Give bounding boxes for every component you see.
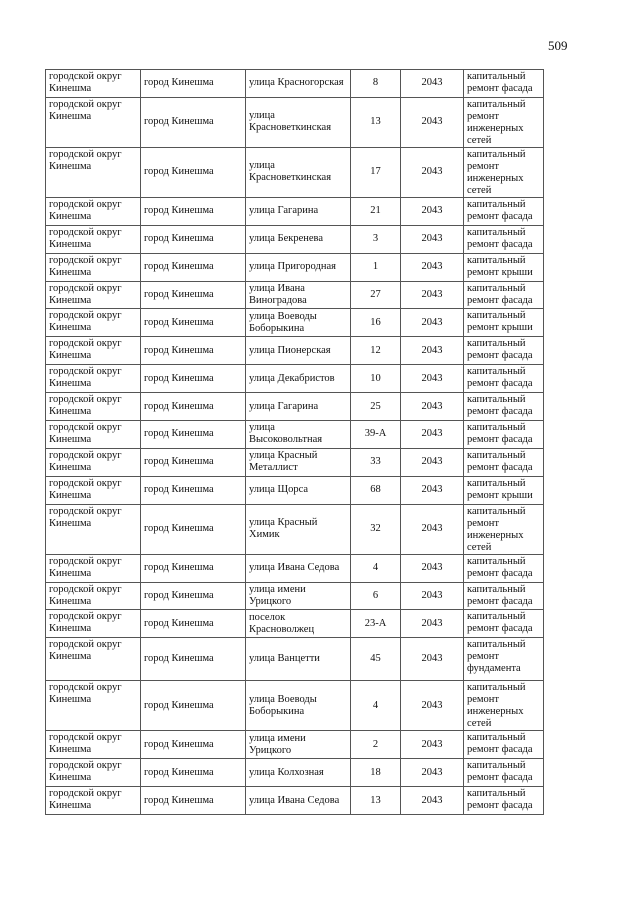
municipality-cell: городской округ Кинешма [46, 582, 141, 610]
street-cell: улица Гагарина [246, 197, 351, 225]
work-type-cell: капитальный ремонт фасада [464, 421, 544, 449]
municipality-cell: городской округ Кинешма [46, 337, 141, 365]
settlement-cell: город Кинешма [141, 638, 246, 681]
year-cell: 2043 [401, 337, 464, 365]
table-row [46, 365, 544, 393]
house-number-cell: 18 [351, 759, 401, 787]
settlement-cell: город Кинешма [141, 787, 246, 815]
work-type-cell: капитальный ремонт фасада [464, 610, 544, 638]
house-number-cell: 6 [351, 582, 401, 610]
house-number-cell: 4 [351, 554, 401, 582]
work-type-cell: капитальный ремонт фасада [464, 582, 544, 610]
street-cell: улица Красный Химик [246, 504, 351, 554]
settlement-cell: город Кинешма [141, 421, 246, 449]
work-type-cell: капитальный ремонт фасада [464, 554, 544, 582]
work-type-cell: капитальный ремонт крыши [464, 253, 544, 281]
table-row [46, 147, 544, 197]
municipality-cell: городской округ Кинешма [46, 70, 141, 98]
settlement-cell: город Кинешма [141, 393, 246, 421]
house-number-cell: 4 [351, 681, 401, 731]
work-type-cell: капитальный ремонт крыши [464, 476, 544, 504]
table-row [46, 731, 544, 759]
house-number-cell: 32 [351, 504, 401, 554]
house-number-cell: 27 [351, 281, 401, 309]
year-cell: 2043 [401, 448, 464, 476]
year-cell: 2043 [401, 554, 464, 582]
work-type-cell: капитальный ремонт фасада [464, 70, 544, 98]
table-row [46, 504, 544, 554]
objects-table [45, 69, 544, 815]
street-cell: улица Щорса [246, 476, 351, 504]
work-type-cell: капитальный ремонт фасада [464, 225, 544, 253]
table-row [46, 97, 544, 147]
work-type-cell: капитальный ремонт фасада [464, 787, 544, 815]
settlement-cell: город Кинешма [141, 365, 246, 393]
work-type-cell: капитальный ремонт фасада [464, 365, 544, 393]
street-cell: улица Ивана Виноградова [246, 281, 351, 309]
year-cell: 2043 [401, 787, 464, 815]
street-cell: улица Ванцетти [246, 638, 351, 681]
work-type-cell: капитальный ремонт фасада [464, 448, 544, 476]
work-type-cell: капитальный ремонт фасада [464, 197, 544, 225]
house-number-cell: 2 [351, 731, 401, 759]
street-cell: улица имени Урицкого [246, 582, 351, 610]
street-cell: улица Ивана Седова [246, 787, 351, 815]
municipality-cell: городской округ Кинешма [46, 281, 141, 309]
municipality-cell: городской округ Кинешма [46, 787, 141, 815]
settlement-cell: город Кинешма [141, 610, 246, 638]
settlement-cell: город Кинешма [141, 70, 246, 98]
street-cell: улица Красноветкинская [246, 97, 351, 147]
municipality-cell: городской округ Кинешма [46, 476, 141, 504]
street-cell: улица Пригородная [246, 253, 351, 281]
municipality-cell: городской округ Кинешма [46, 225, 141, 253]
year-cell: 2043 [401, 421, 464, 449]
street-cell: улица Красноветкинская [246, 147, 351, 197]
settlement-cell: город Кинешма [141, 731, 246, 759]
settlement-cell: город Кинешма [141, 582, 246, 610]
street-cell: улица Ивана Седова [246, 554, 351, 582]
house-number-cell: 8 [351, 70, 401, 98]
year-cell: 2043 [401, 731, 464, 759]
work-type-cell: капитальный ремонт фасада [464, 281, 544, 309]
house-number-cell: 3 [351, 225, 401, 253]
street-cell: улица имени Урицкого [246, 731, 351, 759]
street-cell: улица Красногорская [246, 70, 351, 98]
settlement-cell: город Кинешма [141, 504, 246, 554]
house-number-cell: 68 [351, 476, 401, 504]
municipality-cell: городской округ Кинешма [46, 638, 141, 681]
year-cell: 2043 [401, 582, 464, 610]
work-type-cell: капитальный ремонт инженерных сетей [464, 681, 544, 731]
house-number-cell: 1 [351, 253, 401, 281]
street-cell: поселок Красноволжец [246, 610, 351, 638]
table-row [46, 281, 544, 309]
work-type-cell: капитальный ремонт фасада [464, 731, 544, 759]
street-cell: улица Декабристов [246, 365, 351, 393]
municipality-cell: городской округ Кинешма [46, 759, 141, 787]
year-cell: 2043 [401, 309, 464, 337]
house-number-cell: 45 [351, 638, 401, 681]
street-cell: улица Воеводы Боборыкина [246, 681, 351, 731]
table-row [46, 309, 544, 337]
table-row [46, 337, 544, 365]
house-number-cell: 13 [351, 97, 401, 147]
table-row [46, 638, 544, 681]
year-cell: 2043 [401, 70, 464, 98]
work-type-cell: капитальный ремонт инженерных сетей [464, 97, 544, 147]
street-cell: улица Воеводы Боборыкина [246, 309, 351, 337]
settlement-cell: город Кинешма [141, 309, 246, 337]
table-row [46, 421, 544, 449]
house-number-cell: 33 [351, 448, 401, 476]
street-cell: улица Бекренева [246, 225, 351, 253]
table-row [46, 197, 544, 225]
page-number: 509 [548, 38, 568, 53]
year-cell: 2043 [401, 393, 464, 421]
table-row [46, 759, 544, 787]
street-cell: улица Высоковольтная [246, 421, 351, 449]
settlement-cell: город Кинешма [141, 97, 246, 147]
work-type-cell: капитальный ремонт фасада [464, 759, 544, 787]
municipality-cell: городской округ Кинешма [46, 393, 141, 421]
year-cell: 2043 [401, 476, 464, 504]
house-number-cell: 25 [351, 393, 401, 421]
municipality-cell: городской округ Кинешма [46, 421, 141, 449]
settlement-cell: город Кинешма [141, 225, 246, 253]
house-number-cell: 16 [351, 309, 401, 337]
year-cell: 2043 [401, 197, 464, 225]
settlement-cell: город Кинешма [141, 147, 246, 197]
year-cell: 2043 [401, 97, 464, 147]
settlement-cell: город Кинешма [141, 759, 246, 787]
year-cell: 2043 [401, 759, 464, 787]
street-cell: улица Гагарина [246, 393, 351, 421]
municipality-cell: городской округ Кинешма [46, 97, 141, 147]
house-number-cell: 17 [351, 147, 401, 197]
year-cell: 2043 [401, 504, 464, 554]
table-row [46, 448, 544, 476]
municipality-cell: городской округ Кинешма [46, 731, 141, 759]
settlement-cell: город Кинешма [141, 281, 246, 309]
settlement-cell: город Кинешма [141, 681, 246, 731]
table-row [46, 253, 544, 281]
street-cell: улица Пионерская [246, 337, 351, 365]
settlement-cell: город Кинешма [141, 337, 246, 365]
municipality-cell: городской округ Кинешма [46, 610, 141, 638]
house-number-cell: 21 [351, 197, 401, 225]
municipality-cell: городской округ Кинешма [46, 197, 141, 225]
work-type-cell: капитальный ремонт инженерных сетей [464, 147, 544, 197]
table-row [46, 393, 544, 421]
house-number-cell: 39-А [351, 421, 401, 449]
table-row [46, 476, 544, 504]
work-type-cell: капитальный ремонт инженерных сетей [464, 504, 544, 554]
municipality-cell: городской округ Кинешма [46, 253, 141, 281]
house-number-cell: 23-А [351, 610, 401, 638]
year-cell: 2043 [401, 610, 464, 638]
street-cell: улица Колхозная [246, 759, 351, 787]
settlement-cell: город Кинешма [141, 554, 246, 582]
year-cell: 2043 [401, 281, 464, 309]
table-row [46, 681, 544, 731]
year-cell: 2043 [401, 147, 464, 197]
year-cell: 2043 [401, 681, 464, 731]
municipality-cell: городской округ Кинешма [46, 448, 141, 476]
year-cell: 2043 [401, 365, 464, 393]
municipality-cell: городской округ Кинешма [46, 554, 141, 582]
table-row [46, 70, 544, 98]
work-type-cell: капитальный ремонт крыши [464, 309, 544, 337]
work-type-cell: капитальный ремонт фасада [464, 393, 544, 421]
municipality-cell: городской округ Кинешма [46, 309, 141, 337]
table-row [46, 610, 544, 638]
work-type-cell: капитальный ремонт фасада [464, 337, 544, 365]
settlement-cell: город Кинешма [141, 197, 246, 225]
table-row [46, 582, 544, 610]
house-number-cell: 13 [351, 787, 401, 815]
municipality-cell: городской округ Кинешма [46, 504, 141, 554]
table-row [46, 787, 544, 815]
settlement-cell: город Кинешма [141, 253, 246, 281]
settlement-cell: город Кинешма [141, 476, 246, 504]
work-type-cell: капитальный ремонт фундамента [464, 638, 544, 681]
settlement-cell: город Кинешма [141, 448, 246, 476]
municipality-cell: городской округ Кинешма [46, 681, 141, 731]
year-cell: 2043 [401, 638, 464, 681]
year-cell: 2043 [401, 225, 464, 253]
table-row [46, 225, 544, 253]
municipality-cell: городской округ Кинешма [46, 147, 141, 197]
house-number-cell: 12 [351, 337, 401, 365]
municipality-cell: городской округ Кинешма [46, 365, 141, 393]
street-cell: улица Красный Металлист [246, 448, 351, 476]
year-cell: 2043 [401, 253, 464, 281]
table-row [46, 554, 544, 582]
house-number-cell: 10 [351, 365, 401, 393]
